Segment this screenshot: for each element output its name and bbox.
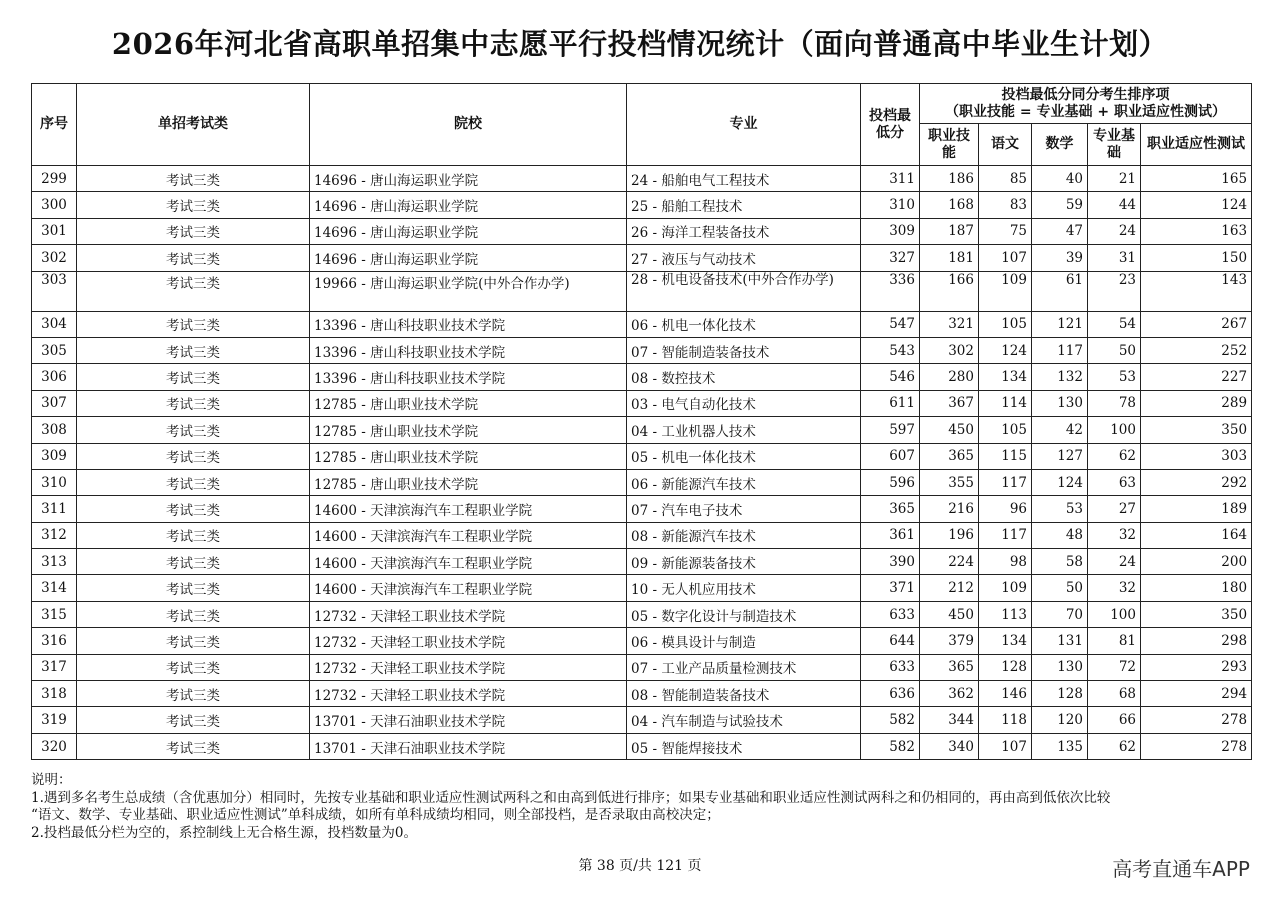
cell-chinese: 128 bbox=[979, 654, 1032, 680]
cell-major: 09 - 新能源装备技术 bbox=[627, 549, 861, 575]
cell-chinese: 109 bbox=[979, 271, 1032, 311]
cell-school: 12785 - 唐山职业技术学院 bbox=[310, 390, 627, 416]
cell-chinese: 107 bbox=[979, 245, 1032, 271]
cell-vocational-skill: 166 bbox=[920, 271, 979, 311]
cell-professional-basis: 32 bbox=[1088, 575, 1141, 601]
notes bbox=[31, 772, 1261, 842]
notes-heading: 说明： bbox=[31, 772, 72, 788]
table-row bbox=[32, 166, 1252, 192]
cell-professional-basis: 24 bbox=[1088, 218, 1141, 244]
table-row bbox=[32, 443, 1252, 469]
table-row bbox=[32, 469, 1252, 495]
cell-vocational-skill: 450 bbox=[920, 417, 979, 443]
cell-chinese: 98 bbox=[979, 549, 1032, 575]
cell-vocational-skill: 280 bbox=[920, 364, 979, 390]
cell-exam-type: 考试三类 bbox=[77, 601, 310, 627]
cell-adaptability-test: 267 bbox=[1141, 311, 1252, 337]
cell-adaptability-test: 298 bbox=[1141, 628, 1252, 654]
cell-vocational-skill: 340 bbox=[920, 733, 979, 759]
cell-school: 14696 - 唐山海运职业学院 bbox=[310, 218, 627, 244]
cell-min-score: 327 bbox=[861, 245, 920, 271]
cell-seq: 319 bbox=[32, 707, 77, 733]
cell-chinese: 115 bbox=[979, 443, 1032, 469]
cell-adaptability-test: 150 bbox=[1141, 245, 1252, 271]
cell-min-score: 597 bbox=[861, 417, 920, 443]
cell-professional-basis: 50 bbox=[1088, 337, 1141, 363]
cell-seq: 318 bbox=[32, 681, 77, 707]
cell-vocational-skill: 355 bbox=[920, 469, 979, 495]
cell-school: 12732 - 天津轻工职业技术学院 bbox=[310, 681, 627, 707]
cell-seq: 308 bbox=[32, 417, 77, 443]
cell-min-score: 543 bbox=[861, 337, 920, 363]
cell-adaptability-test: 189 bbox=[1141, 496, 1252, 522]
cell-adaptability-test: 200 bbox=[1141, 549, 1252, 575]
cell-math: 70 bbox=[1032, 601, 1088, 627]
table-row bbox=[32, 218, 1252, 244]
page-title: 2026年河北省高职单招集中志愿平行投档情况统计（面向普通高中毕业生计划） bbox=[111, 27, 1169, 61]
cell-chinese: 85 bbox=[979, 166, 1032, 192]
header-tie-group-title: 投档最低分同分考生排序项 bbox=[1001, 86, 1170, 103]
cell-major: 04 - 工业机器人技术 bbox=[627, 417, 861, 443]
cell-adaptability-test: 164 bbox=[1141, 522, 1252, 548]
cell-chinese: 96 bbox=[979, 496, 1032, 522]
cell-seq: 311 bbox=[32, 496, 77, 522]
cell-math: 47 bbox=[1032, 218, 1088, 244]
cell-adaptability-test: 165 bbox=[1141, 166, 1252, 192]
cell-exam-type: 考试三类 bbox=[77, 311, 310, 337]
cell-professional-basis: 32 bbox=[1088, 522, 1141, 548]
cell-min-score: 311 bbox=[861, 166, 920, 192]
notes-line-3: 2.投档最低分栏为空的，系控制线上无合格生源，投档数量为0。 bbox=[31, 824, 417, 841]
cell-vocational-skill: 187 bbox=[920, 218, 979, 244]
cell-min-score: 607 bbox=[861, 443, 920, 469]
cell-math: 53 bbox=[1032, 496, 1088, 522]
cell-exam-type: 考试三类 bbox=[77, 733, 310, 759]
cell-adaptability-test: 294 bbox=[1141, 681, 1252, 707]
cell-math: 121 bbox=[1032, 311, 1088, 337]
cell-adaptability-test: 350 bbox=[1141, 601, 1252, 627]
cell-vocational-skill: 212 bbox=[920, 575, 979, 601]
cell-seq: 299 bbox=[32, 166, 77, 192]
cell-adaptability-test: 303 bbox=[1141, 443, 1252, 469]
cell-vocational-skill: 379 bbox=[920, 628, 979, 654]
cell-professional-basis: 62 bbox=[1088, 443, 1141, 469]
cell-seq: 316 bbox=[32, 628, 77, 654]
cell-exam-type: 考试三类 bbox=[77, 707, 310, 733]
cell-major: 07 - 汽车电子技术 bbox=[627, 496, 861, 522]
cell-major: 05 - 智能焊接技术 bbox=[627, 733, 861, 759]
cell-adaptability-test: 278 bbox=[1141, 707, 1252, 733]
cell-vocational-skill: 196 bbox=[920, 522, 979, 548]
page-number: 第 38 页/共 121 页 bbox=[578, 858, 702, 874]
cell-exam-type: 考试三类 bbox=[77, 681, 310, 707]
cell-major: 24 - 船舶电气工程技术 bbox=[627, 166, 861, 192]
cell-adaptability-test: 180 bbox=[1141, 575, 1252, 601]
cell-exam-type: 考试三类 bbox=[77, 575, 310, 601]
cell-school: 13396 - 唐山科技职业技术学院 bbox=[310, 337, 627, 363]
cell-adaptability-test: 227 bbox=[1141, 364, 1252, 390]
app-watermark-label: 高考直通车APP bbox=[1112, 857, 1250, 881]
cell-vocational-skill: 224 bbox=[920, 549, 979, 575]
cell-seq: 309 bbox=[32, 443, 77, 469]
cell-school: 19966 - 唐山海运职业学院(中外合作办学) bbox=[310, 271, 627, 311]
cell-chinese: 105 bbox=[979, 417, 1032, 443]
cell-seq: 307 bbox=[32, 390, 77, 416]
cell-adaptability-test: 143 bbox=[1141, 271, 1252, 311]
table-row bbox=[32, 628, 1252, 654]
cell-seq: 314 bbox=[32, 575, 77, 601]
cell-seq: 306 bbox=[32, 364, 77, 390]
cell-major: 25 - 船舶工程技术 bbox=[627, 192, 861, 218]
cell-math: 131 bbox=[1032, 628, 1088, 654]
cell-major: 07 - 工业产品质量检测技术 bbox=[627, 654, 861, 680]
table-row bbox=[32, 522, 1252, 548]
cell-min-score: 309 bbox=[861, 218, 920, 244]
cell-chinese: 114 bbox=[979, 390, 1032, 416]
cell-major: 27 - 液压与气动技术 bbox=[627, 245, 861, 271]
cell-professional-basis: 31 bbox=[1088, 245, 1141, 271]
cell-vocational-skill: 168 bbox=[920, 192, 979, 218]
cell-professional-basis: 24 bbox=[1088, 549, 1141, 575]
cell-adaptability-test: 350 bbox=[1141, 417, 1252, 443]
notes-line-2: “语文、数学、专业基础、职业适应性测试”单科成绩，如所有单科成绩均相同，则全部投档，是否录取由高校决定； bbox=[31, 807, 720, 823]
cell-seq: 303 bbox=[32, 271, 77, 311]
cell-exam-type: 考试三类 bbox=[77, 522, 310, 548]
cell-seq: 320 bbox=[32, 733, 77, 759]
cell-chinese: 105 bbox=[979, 311, 1032, 337]
cell-exam-type: 考试三类 bbox=[77, 364, 310, 390]
cell-professional-basis: 44 bbox=[1088, 192, 1141, 218]
cell-seq: 310 bbox=[32, 469, 77, 495]
cell-professional-basis: 81 bbox=[1088, 628, 1141, 654]
header-tie-group bbox=[920, 84, 1252, 124]
cell-adaptability-test: 252 bbox=[1141, 337, 1252, 363]
cell-seq: 302 bbox=[32, 245, 77, 271]
cell-math: 124 bbox=[1032, 469, 1088, 495]
cell-math: 127 bbox=[1032, 443, 1088, 469]
cell-seq: 317 bbox=[32, 654, 77, 680]
cell-exam-type: 考试三类 bbox=[77, 496, 310, 522]
table-row bbox=[32, 681, 1252, 707]
cell-exam-type: 考试三类 bbox=[77, 549, 310, 575]
cell-min-score: 633 bbox=[861, 601, 920, 627]
table-row bbox=[32, 245, 1252, 271]
cell-seq: 301 bbox=[32, 218, 77, 244]
header-math: 数学 bbox=[1032, 124, 1088, 166]
cell-seq: 315 bbox=[32, 601, 77, 627]
cell-math: 48 bbox=[1032, 522, 1088, 548]
cell-vocational-skill: 321 bbox=[920, 311, 979, 337]
table-row bbox=[32, 311, 1252, 337]
cell-adaptability-test: 292 bbox=[1141, 469, 1252, 495]
table-row bbox=[32, 364, 1252, 390]
cell-major: 07 - 智能制造装备技术 bbox=[627, 337, 861, 363]
cell-major: 06 - 机电一体化技术 bbox=[627, 311, 861, 337]
cell-professional-basis: 21 bbox=[1088, 166, 1141, 192]
cell-vocational-skill: 365 bbox=[920, 443, 979, 469]
cell-major: 08 - 新能源汽车技术 bbox=[627, 522, 861, 548]
cell-vocational-skill: 344 bbox=[920, 707, 979, 733]
cell-vocational-skill: 302 bbox=[920, 337, 979, 363]
cell-min-score: 546 bbox=[861, 364, 920, 390]
cell-major: 05 - 数字化设计与制造技术 bbox=[627, 601, 861, 627]
cell-min-score: 633 bbox=[861, 654, 920, 680]
cell-math: 59 bbox=[1032, 192, 1088, 218]
cell-math: 117 bbox=[1032, 337, 1088, 363]
cell-exam-type: 考试三类 bbox=[77, 443, 310, 469]
cell-school: 14600 - 天津滨海汽车工程职业学院 bbox=[310, 549, 627, 575]
cell-vocational-skill: 186 bbox=[920, 166, 979, 192]
cell-min-score: 361 bbox=[861, 522, 920, 548]
header-major: 专业 bbox=[627, 84, 861, 166]
cell-min-score: 644 bbox=[861, 628, 920, 654]
cell-major: 03 - 电气自动化技术 bbox=[627, 390, 861, 416]
header-min-score: 投档最低分 bbox=[861, 84, 920, 166]
cell-school: 12785 - 唐山职业技术学院 bbox=[310, 443, 627, 469]
cell-major: 26 - 海洋工程装备技术 bbox=[627, 218, 861, 244]
cell-major: 10 - 无人机应用技术 bbox=[627, 575, 861, 601]
cell-exam-type: 考试三类 bbox=[77, 337, 310, 363]
cell-seq: 313 bbox=[32, 549, 77, 575]
cell-exam-type: 考试三类 bbox=[77, 654, 310, 680]
cell-vocational-skill: 367 bbox=[920, 390, 979, 416]
cell-major: 08 - 数控技术 bbox=[627, 364, 861, 390]
cell-min-score: 371 bbox=[861, 575, 920, 601]
cell-chinese: 124 bbox=[979, 337, 1032, 363]
cell-exam-type: 考试三类 bbox=[77, 390, 310, 416]
cell-exam-type: 考试三类 bbox=[77, 417, 310, 443]
notes-line-1: 1.遇到多名考生总成绩（含优惠加分）相同时，先按专业基础和职业适应性测试两科之和由高到低进行排序；如果专业基础和职业适应性测试两科之和仍相同的，再由高到低依次比较 bbox=[31, 789, 1111, 806]
cell-math: 39 bbox=[1032, 245, 1088, 271]
cell-chinese: 146 bbox=[979, 681, 1032, 707]
cell-vocational-skill: 216 bbox=[920, 496, 979, 522]
table-row bbox=[32, 496, 1252, 522]
table-row bbox=[32, 192, 1252, 218]
cell-major: 06 - 模具设计与制造 bbox=[627, 628, 861, 654]
table-row bbox=[32, 390, 1252, 416]
cell-exam-type: 考试三类 bbox=[77, 192, 310, 218]
cell-math: 120 bbox=[1032, 707, 1088, 733]
cell-chinese: 134 bbox=[979, 364, 1032, 390]
cell-exam-type: 考试三类 bbox=[77, 271, 310, 311]
cell-exam-type: 考试三类 bbox=[77, 218, 310, 244]
cell-professional-basis: 53 bbox=[1088, 364, 1141, 390]
cell-min-score: 310 bbox=[861, 192, 920, 218]
header-school: 院校 bbox=[310, 84, 627, 166]
header-adaptability-test: 职业适应性测试 bbox=[1141, 124, 1252, 166]
cell-math: 42 bbox=[1032, 417, 1088, 443]
cell-school: 14696 - 唐山海运职业学院 bbox=[310, 245, 627, 271]
cell-math: 132 bbox=[1032, 364, 1088, 390]
cell-professional-basis: 100 bbox=[1088, 601, 1141, 627]
cell-professional-basis: 72 bbox=[1088, 654, 1141, 680]
cell-math: 128 bbox=[1032, 681, 1088, 707]
cell-chinese: 75 bbox=[979, 218, 1032, 244]
cell-vocational-skill: 450 bbox=[920, 601, 979, 627]
header-professional-basis: 专业基础 bbox=[1088, 124, 1141, 166]
cell-math: 61 bbox=[1032, 271, 1088, 311]
cell-major: 28 - 机电设备技术(中外合作办学) bbox=[627, 271, 861, 311]
cell-chinese: 83 bbox=[979, 192, 1032, 218]
cell-math: 130 bbox=[1032, 654, 1088, 680]
header-exam-type: 单招考试类 bbox=[77, 84, 310, 166]
cell-school: 13396 - 唐山科技职业技术学院 bbox=[310, 364, 627, 390]
cell-professional-basis: 23 bbox=[1088, 271, 1141, 311]
cell-chinese: 134 bbox=[979, 628, 1032, 654]
cell-min-score: 582 bbox=[861, 733, 920, 759]
cell-math: 135 bbox=[1032, 733, 1088, 759]
cell-professional-basis: 78 bbox=[1088, 390, 1141, 416]
cell-major: 04 - 汽车制造与试验技术 bbox=[627, 707, 861, 733]
cell-chinese: 109 bbox=[979, 575, 1032, 601]
cell-school: 14696 - 唐山海运职业学院 bbox=[310, 192, 627, 218]
cell-min-score: 611 bbox=[861, 390, 920, 416]
cell-school: 12732 - 天津轻工职业技术学院 bbox=[310, 628, 627, 654]
cell-min-score: 636 bbox=[861, 681, 920, 707]
cell-chinese: 118 bbox=[979, 707, 1032, 733]
cell-seq: 300 bbox=[32, 192, 77, 218]
table-row bbox=[32, 417, 1252, 443]
cell-min-score: 390 bbox=[861, 549, 920, 575]
header-tie-formula: （职业技能 = 专业基础 + 职业适应性测试） bbox=[945, 103, 1226, 120]
table-body bbox=[32, 166, 1252, 760]
cell-chinese: 107 bbox=[979, 733, 1032, 759]
header-vocational-skill: 职业技能 bbox=[920, 124, 979, 166]
table-row bbox=[32, 654, 1252, 680]
table-row bbox=[32, 271, 1252, 311]
cell-major: 06 - 新能源汽车技术 bbox=[627, 469, 861, 495]
cell-math: 58 bbox=[1032, 549, 1088, 575]
cell-exam-type: 考试三类 bbox=[77, 166, 310, 192]
cell-school: 12732 - 天津轻工职业技术学院 bbox=[310, 654, 627, 680]
cell-seq: 304 bbox=[32, 311, 77, 337]
cell-professional-basis: 27 bbox=[1088, 496, 1141, 522]
cell-math: 40 bbox=[1032, 166, 1088, 192]
table-row bbox=[32, 549, 1252, 575]
cell-professional-basis: 66 bbox=[1088, 707, 1141, 733]
cell-professional-basis: 63 bbox=[1088, 469, 1141, 495]
cell-school: 14600 - 天津滨海汽车工程职业学院 bbox=[310, 496, 627, 522]
cell-chinese: 113 bbox=[979, 601, 1032, 627]
cell-vocational-skill: 365 bbox=[920, 654, 979, 680]
cell-school: 14600 - 天津滨海汽车工程职业学院 bbox=[310, 575, 627, 601]
cell-school: 12785 - 唐山职业技术学院 bbox=[310, 469, 627, 495]
cell-professional-basis: 62 bbox=[1088, 733, 1141, 759]
cell-min-score: 596 bbox=[861, 469, 920, 495]
cell-adaptability-test: 289 bbox=[1141, 390, 1252, 416]
cell-min-score: 365 bbox=[861, 496, 920, 522]
header-chinese: 语文 bbox=[979, 124, 1032, 166]
cell-adaptability-test: 124 bbox=[1141, 192, 1252, 218]
cell-professional-basis: 68 bbox=[1088, 681, 1141, 707]
cell-exam-type: 考试三类 bbox=[77, 628, 310, 654]
cell-math: 50 bbox=[1032, 575, 1088, 601]
cell-math: 130 bbox=[1032, 390, 1088, 416]
table-row bbox=[32, 733, 1252, 759]
cell-min-score: 336 bbox=[861, 271, 920, 311]
cell-adaptability-test: 293 bbox=[1141, 654, 1252, 680]
table-row bbox=[32, 337, 1252, 363]
cell-school: 12785 - 唐山职业技术学院 bbox=[310, 417, 627, 443]
table-row bbox=[32, 575, 1252, 601]
cell-professional-basis: 54 bbox=[1088, 311, 1141, 337]
cell-professional-basis: 100 bbox=[1088, 417, 1141, 443]
cell-seq: 305 bbox=[32, 337, 77, 363]
cell-min-score: 582 bbox=[861, 707, 920, 733]
cell-vocational-skill: 362 bbox=[920, 681, 979, 707]
cell-school: 12732 - 天津轻工职业技术学院 bbox=[310, 601, 627, 627]
cell-min-score: 547 bbox=[861, 311, 920, 337]
cell-vocational-skill: 181 bbox=[920, 245, 979, 271]
admission-table bbox=[31, 83, 1252, 760]
cell-adaptability-test: 163 bbox=[1141, 218, 1252, 244]
table-row bbox=[32, 601, 1252, 627]
header-seq: 序号 bbox=[32, 84, 77, 166]
cell-chinese: 117 bbox=[979, 522, 1032, 548]
cell-major: 05 - 机电一体化技术 bbox=[627, 443, 861, 469]
cell-school: 14696 - 唐山海运职业学院 bbox=[310, 166, 627, 192]
table-row bbox=[32, 707, 1252, 733]
cell-exam-type: 考试三类 bbox=[77, 245, 310, 271]
cell-school: 14600 - 天津滨海汽车工程职业学院 bbox=[310, 522, 627, 548]
cell-adaptability-test: 278 bbox=[1141, 733, 1252, 759]
cell-exam-type: 考试三类 bbox=[77, 469, 310, 495]
cell-chinese: 117 bbox=[979, 469, 1032, 495]
cell-school: 13701 - 天津石油职业技术学院 bbox=[310, 707, 627, 733]
cell-school: 13701 - 天津石油职业技术学院 bbox=[310, 733, 627, 759]
cell-major: 08 - 智能制造装备技术 bbox=[627, 681, 861, 707]
cell-school: 13396 - 唐山科技职业技术学院 bbox=[310, 311, 627, 337]
cell-seq: 312 bbox=[32, 522, 77, 548]
